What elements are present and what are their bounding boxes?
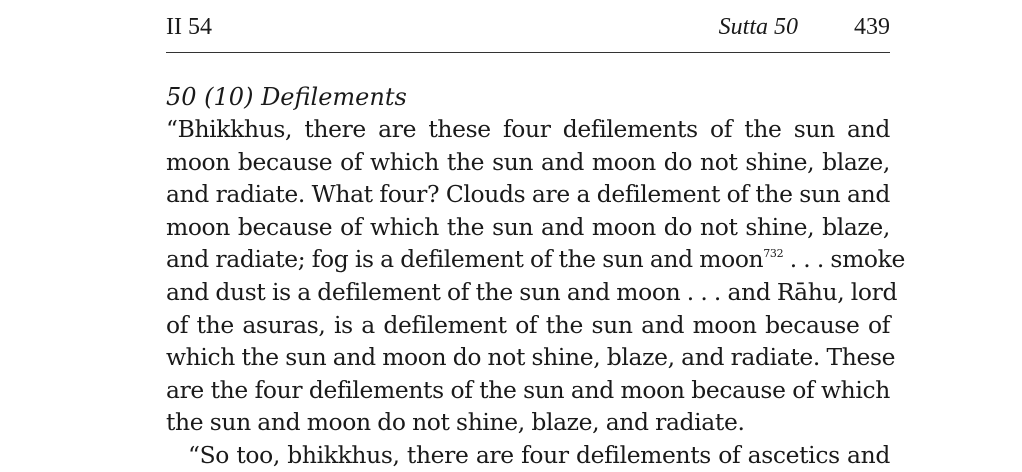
- text-line: are the four defilements of the sun and moon because of which: [166, 375, 890, 404]
- text-line: and radiate. What four? Clouds are a defilement of the sun and: [166, 180, 890, 209]
- running-head: [166, 0, 890, 53]
- text-line: moon because of which the sun and moon do not shine, blaze,: [166, 147, 890, 176]
- paragraph-2: [166, 439, 890, 472]
- book-page: [166, 0, 905, 472]
- text-line: [166, 243, 905, 276]
- text-line: the sun and moon do not shine, blaze, and radiate.: [166, 408, 745, 437]
- paragraph-1: [166, 113, 905, 439]
- text-line: of the asuras, is a defilement of the sun and moon because of: [166, 310, 890, 339]
- text-line: and dust is a defilement of the sun and moon . . . and Rāhu, lord: [166, 277, 898, 306]
- footnote-reference[interactable]: 732: [763, 247, 784, 261]
- volume-page-reference: II 54: [166, 14, 212, 40]
- page-number: 439: [854, 14, 890, 40]
- text-segment: and radiate; fog is a defilement of the sun and moon: [166, 245, 764, 274]
- text-segment: . . . smoke: [789, 245, 905, 274]
- text-line: which the sun and moon do not shine, blaze, and radiate. These: [166, 343, 896, 372]
- text-line: “Bhikkhus, there are these four defilements of the sun and: [166, 115, 890, 143]
- text-line: “So too, bhikkhus, there are four defilements of ascetics and: [188, 440, 890, 469]
- text-line: moon because of which the sun and moon do not shine, blaze,: [166, 212, 890, 241]
- section-title: 50 (10) Defilements: [166, 83, 407, 111]
- sutta-label: Sutta 50: [718, 14, 798, 40]
